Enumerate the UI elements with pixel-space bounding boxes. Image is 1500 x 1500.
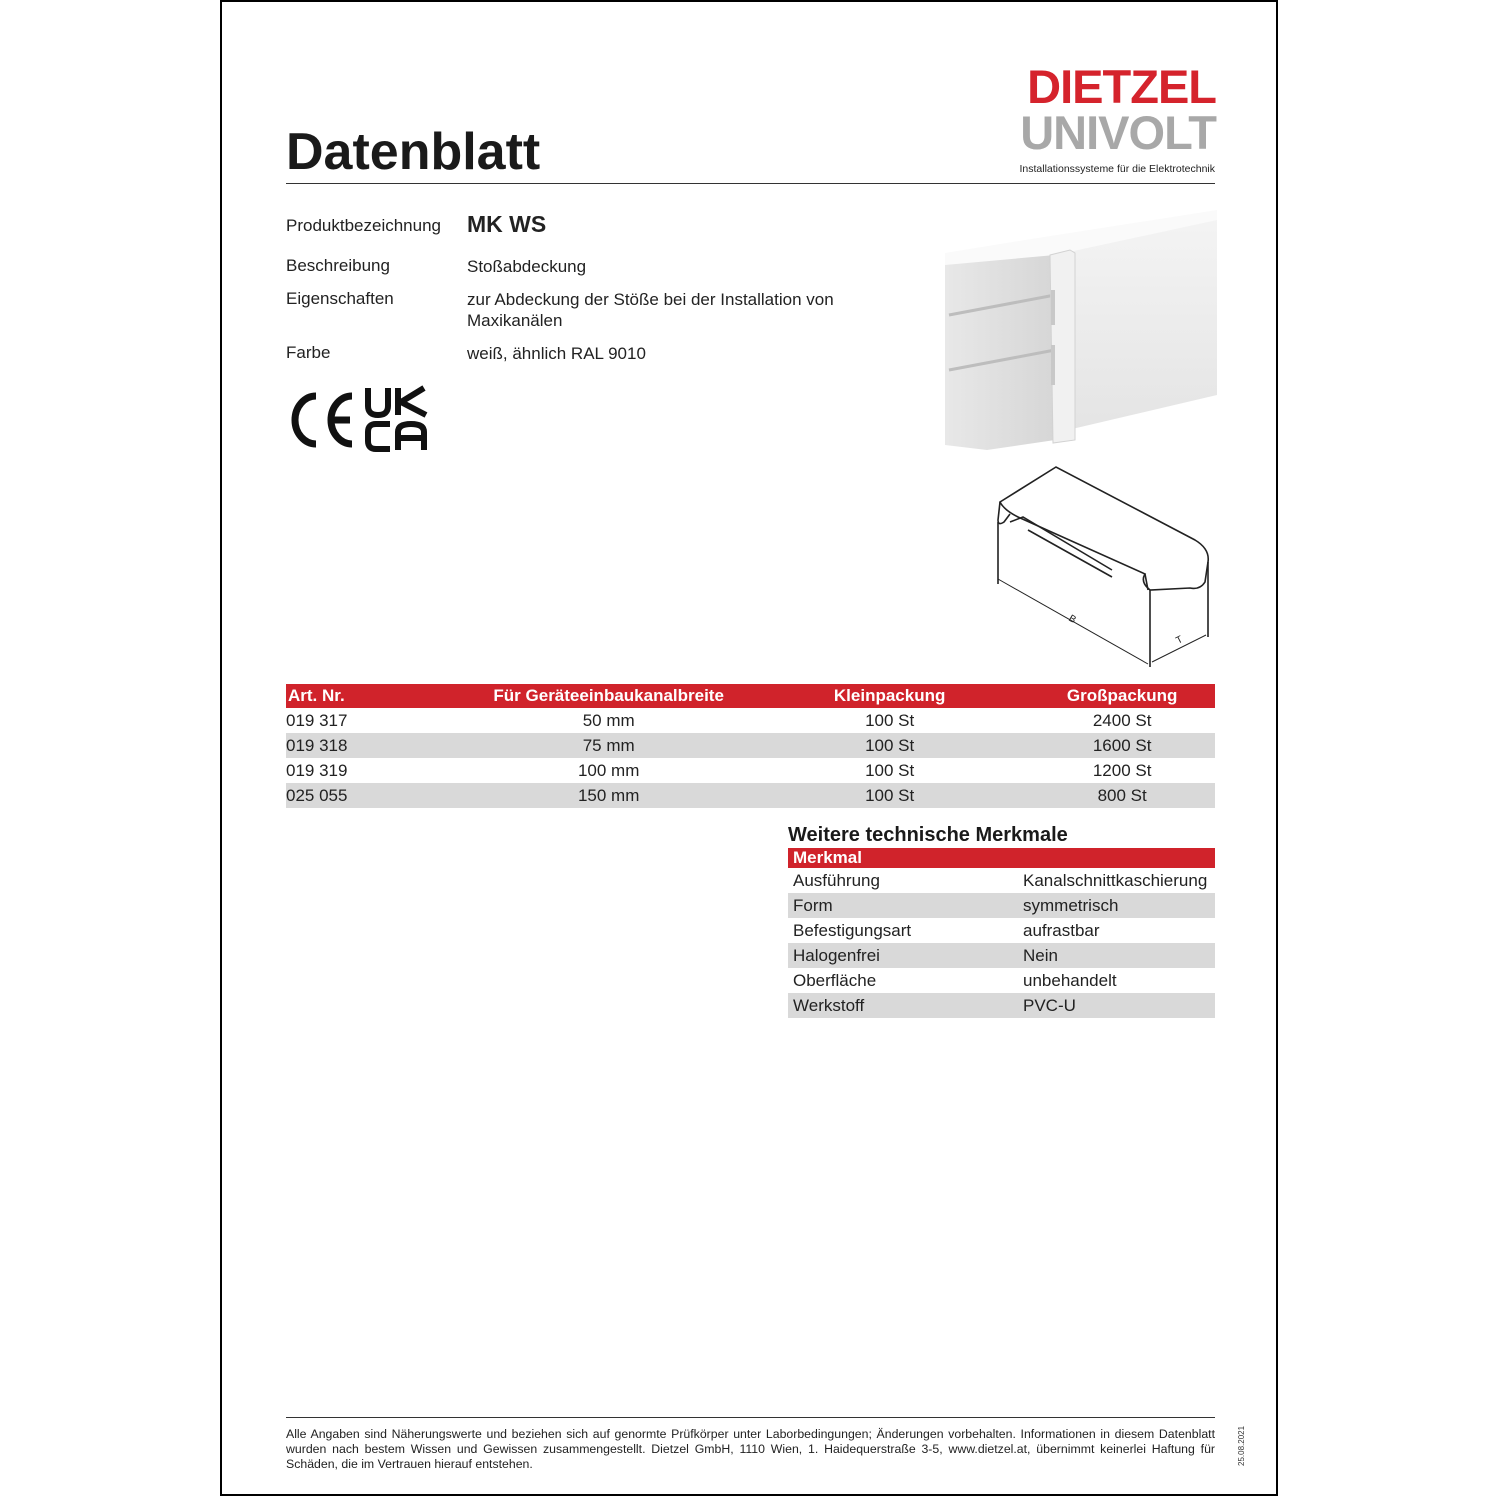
logo-univolt: UNIVOLT <box>1020 106 1216 159</box>
cell-art-nr: 019 318 <box>286 733 467 758</box>
cell-large-pack: 800 St <box>1029 783 1215 808</box>
table-row <box>788 993 1215 1018</box>
table-row <box>788 943 1215 968</box>
cell-small-pack: 100 St <box>750 783 1029 808</box>
cell-art-nr: 019 319 <box>286 760 348 780</box>
cell-width: 75 mm <box>467 733 750 758</box>
cell-art-nr: 025 055 <box>286 783 467 808</box>
table-row <box>286 708 1215 733</box>
features-title: Weitere technische Merkmale <box>788 824 1068 846</box>
cell-width: 100 mm <box>577 760 640 780</box>
dimension-label-depth: T <box>1174 634 1185 647</box>
cell-small-pack: 100 St <box>865 710 915 730</box>
features-table <box>788 848 1215 1018</box>
header-divider <box>286 183 1215 184</box>
label-description: Beschreibung <box>286 256 390 275</box>
feature-key: Form <box>788 893 1023 918</box>
product-description: Stoßabdeckung <box>467 257 587 276</box>
cell-small-pack: 100 St <box>750 733 1029 758</box>
product-color: weiß, ähnlich RAL 9010 <box>467 344 646 363</box>
column-header-width: Für Geräteeinbaukanalbreite <box>467 684 750 708</box>
page-title: Datenblatt <box>286 123 541 181</box>
ukca-mark-icon <box>368 388 426 450</box>
features-table-header <box>788 848 1215 868</box>
article-table <box>286 684 1215 808</box>
article-table-header <box>286 684 1215 708</box>
table-row <box>788 918 1215 943</box>
table-row <box>788 968 1215 993</box>
certification-marks <box>286 384 431 454</box>
feature-value: aufrastbar <box>1023 920 1100 940</box>
feature-value: Nein <box>1023 943 1215 968</box>
feature-key: Halogenfrei <box>788 943 1023 968</box>
label-properties: Eigenschaften <box>286 289 394 308</box>
table-row <box>286 733 1215 758</box>
product-properties: zur Abdeckung der Stöße bei der Installation von Maxikanälen <box>467 290 834 330</box>
cell-large-pack: 1600 St <box>1029 733 1215 758</box>
technical-drawing <box>990 462 1216 672</box>
feature-key: Oberfläche <box>793 970 877 990</box>
logo-dietzel: DIETZEL <box>1027 60 1216 113</box>
feature-value: unbehandelt <box>1023 970 1117 990</box>
column-header-large-pack: Großpackung <box>1029 684 1215 708</box>
product-name: MK WS <box>467 211 547 237</box>
table-row <box>286 758 1215 783</box>
feature-key: Ausführung <box>793 870 880 890</box>
feature-key: Werkstoff <box>788 993 1023 1018</box>
cell-width: 50 mm <box>582 710 635 730</box>
feature-value: PVC-U <box>1023 993 1215 1018</box>
feature-value: symmetrisch <box>1023 893 1215 918</box>
feature-value: Kanalschnittkaschierung <box>1023 870 1208 890</box>
column-header-art-nr: Art. Nr. <box>286 684 467 708</box>
cell-large-pack: 2400 St <box>1092 710 1152 730</box>
label-color: Farbe <box>286 343 331 362</box>
column-header-small-pack: Kleinpackung <box>750 684 1029 708</box>
table-row <box>788 868 1215 893</box>
table-row <box>286 783 1215 808</box>
product-photo <box>935 205 1217 455</box>
footer-divider <box>286 1417 1215 1418</box>
cell-large-pack: 1200 St <box>1092 760 1152 780</box>
logo-tagline: Installationssysteme für die Elektrotechnik <box>1019 163 1215 175</box>
cell-width: 150 mm <box>467 783 750 808</box>
label-product-name: Produktbezeichnung <box>286 216 442 235</box>
column-header-feature: Merkmal <box>788 848 1215 868</box>
document-date: 25.08.2021 <box>1237 1425 1246 1466</box>
cell-art-nr: 019 317 <box>286 710 348 730</box>
cell-small-pack: 100 St <box>865 760 915 780</box>
ce-mark-icon <box>295 396 352 444</box>
feature-key: Befestigungsart <box>793 920 912 940</box>
dimension-label-width: B <box>1066 613 1078 626</box>
table-row <box>788 893 1215 918</box>
footer-disclaimer: Alle Angaben sind Näherungswerte und beziehen sich auf genormte Prüfkörper unter Laborbedingungen; Änderungen vorbehalten. Informationen in diesem Datenblatt wurden nach bestem Wissen und Gewissen zusammengestellt. Dietzel GmbH, 1110 Wien, 1. Haidequerstraße 3-5, www.dietzel.at, übernimmt keinerlei Haftung für Schäden, die im Vertrauen hierauf entstehen. <box>286 1427 1215 1471</box>
